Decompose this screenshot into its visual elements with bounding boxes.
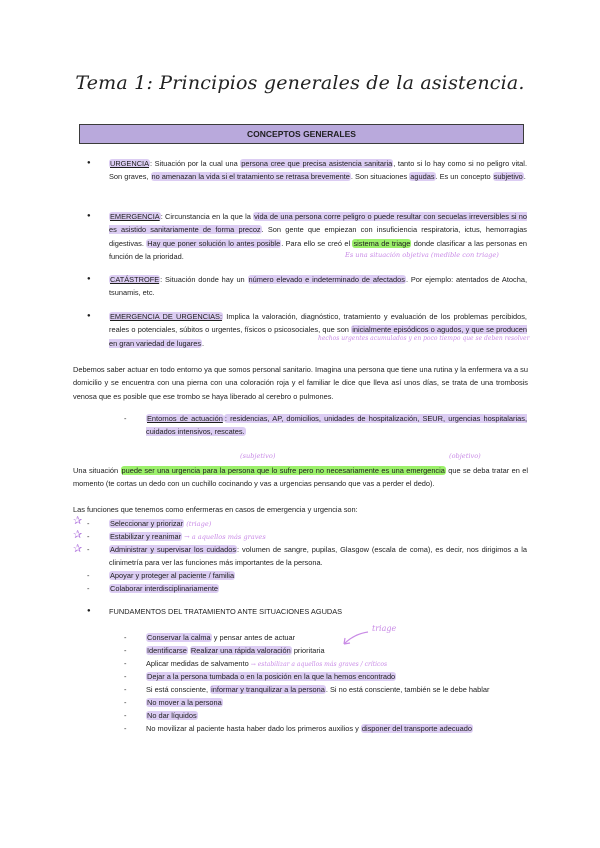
text: Una situación <box>73 466 121 475</box>
highlight: Dejar a la persona tumbada o en la posición en la que la hemos encontrado <box>147 672 396 681</box>
highlight: Identificarse <box>147 646 187 655</box>
highlight: Apoyar y proteger al paciente / familia <box>110 571 235 580</box>
text: : Situación por la cual una <box>150 159 241 168</box>
handwritten-note-objetivo: (objetivo) <box>449 452 481 460</box>
highlight: Seleccionar y priorizar <box>110 519 184 528</box>
highlight: Estabilizar y reanimar <box>110 532 182 541</box>
highlight: Conservar la calma <box>147 633 211 642</box>
highlight: No mover a la persona <box>147 698 222 707</box>
handwritten-note: (triage) <box>186 520 212 528</box>
text: . Son gente que empiezan con insuficiencia respiratoria, ictus, hemorragias digestivas. <box>109 225 527 248</box>
fundamento-item <box>146 670 527 683</box>
highlight: persona cree que precisa asistencia sanitaria <box>241 159 393 168</box>
highlight: disponer del transporte adecuado <box>361 724 472 733</box>
star-icon: ✰ <box>73 515 83 527</box>
fundamento-item <box>146 644 527 657</box>
highlight: vida de una persona corre peligro o puede resultar con secuelas irreversibles si no es asistido sanitariamente de forma precoz <box>109 212 528 235</box>
fundamento-item <box>146 709 527 722</box>
definition-urgencia <box>109 157 527 184</box>
text: . Son situaciones <box>350 172 410 182</box>
term-emergencia: EMERGENCIA <box>110 212 160 221</box>
highlight: Entornos de actuación <box>147 414 223 423</box>
highlight: subjetivo <box>493 172 523 182</box>
text: Aplicar medidas de salvamento <box>146 659 249 668</box>
text: Implica la valoración, diagnóstico, tratamiento y evaluación de los problemas percibidos, reales o potenciales, súbitos o urgentes, físicos o psicosociales, que son <box>109 312 527 335</box>
text: : Situación donde hay un <box>160 275 248 284</box>
highlight: Colaborar interdisciplinariamente <box>110 584 219 593</box>
term-emergencia-urgencias: EMERGENCIA DE URGENCIAS: <box>110 312 223 321</box>
term-catastrofe: CATÁSTROFE <box>110 275 160 284</box>
text: : volumen de sangre, pupilas, Glasgow (escala de coma), es decir, nos dirigimos a la clinimetría para ver las funciones más importantes de la persona. <box>109 545 527 568</box>
text: , tanto si lo hay como si no peligro vital. Son graves, <box>109 159 527 182</box>
fundamento-item <box>146 683 527 696</box>
text: prioritaria <box>291 646 325 655</box>
fundamento-item <box>146 722 527 735</box>
handwritten-note-objetiva: Es una situación objetiva (medible con triage) <box>345 251 499 259</box>
fundamento-item <box>146 696 527 709</box>
highlight-green: puede ser una urgencia para la persona que lo sufre pero no necesariamente es una emergencia <box>121 466 445 475</box>
text: . Por ejemplo: atentados de Atocha, tsunamis, etc. <box>109 275 527 298</box>
highlight: No dar líquidos <box>147 711 197 720</box>
highlight: número elevado e indeterminado de afectados <box>248 275 405 284</box>
highlight: Realizar una rápida valoración <box>190 646 291 655</box>
highlight: : residencias, AP, domicilios, unidades de hospitalización, SEUR, urgencias hospitalarias, cuidados intensivos, rescates. <box>146 414 528 437</box>
text: . <box>523 172 526 182</box>
text: . Es un concepto <box>435 172 493 182</box>
fundamentos-title: ● FUNDAMENTOS DEL TRATAMIENTO ANTE SITUACIONES AGUDAS <box>109 605 527 618</box>
definition-catastrofe <box>109 273 527 300</box>
definition-emergencia-urgencias <box>109 310 530 350</box>
handwritten-note: → a aquellos más graves <box>184 533 266 541</box>
highlight: Administrar y supervisar los cuidados <box>110 545 237 554</box>
text: : Circunstancia en la que la <box>160 212 254 221</box>
handwritten-note-subjetivo: (subjetivo) <box>240 452 276 460</box>
function-item <box>109 569 527 582</box>
entornos-item <box>146 412 527 439</box>
term-urgencia: URGENCIA <box>110 159 150 168</box>
paragraph-funciones-intro: Las funciones que tenemos como enfermeras en casos de emergencia y urgencia son: <box>73 505 358 514</box>
highlight: informar y tranquilizar a la persona <box>211 685 325 694</box>
paragraph-entornos-intro: Debemos saber actuar en todo entorno ya que somos personal sanitario. Imagina una persona que tiene una rutina y la enfermera va a su domicilio y se encuentra con una pierna con una coloración roja y el familiar le dice que lleva así unos días, se trata de una trombosis venosa que es posible que ese trombo se haya liberado al cerebro o pulmones. <box>73 365 528 401</box>
function-item <box>109 543 527 570</box>
text: donde clasificar a las personas en función de la prioridad. <box>109 238 527 262</box>
text: que se deba tratar en el momento (te cortas un dedo con un cuchillo cocinando y vas a urgencias pensando que vas a perder el dedo). <box>73 466 528 489</box>
text: . <box>202 338 205 348</box>
function-item <box>109 582 527 595</box>
page-title: Tema 1: Principios generales de la asistencia. <box>75 72 525 94</box>
handwritten-note-hechos: hechos urgentes acumulados y en poco tiempo que se deben resolver <box>318 335 530 342</box>
section-banner: CONCEPTOS GENERALES <box>79 124 524 144</box>
handwritten-note: → estabilizar a aquellos más graves / críticos <box>250 661 388 668</box>
text: y pensar antes de actuar <box>211 633 296 642</box>
fundamento-item <box>146 631 527 644</box>
handwritten-note-triage: triage <box>372 624 397 633</box>
text: . Para ello se creó el <box>281 238 353 248</box>
highlight-green: sistema de triage <box>353 238 411 248</box>
star-icon: ✰ <box>73 543 83 555</box>
highlight: inicialmente episódicos o agudos, y que se producen en gran variedad de lugares <box>109 325 528 348</box>
highlight: Hay que poner solución lo antes posible <box>147 238 281 248</box>
star-icon: ✰ <box>73 529 83 541</box>
text: . Si no está consciente, también se le debe hablar <box>325 685 490 694</box>
paragraph-urgencia-vs-emergencia <box>73 464 528 491</box>
highlight: agudas <box>410 172 435 182</box>
text: Si está consciente, <box>146 685 211 694</box>
highlight: no amenazan la vida si el tratamiento se retrasa brevemente <box>151 172 350 182</box>
text: No movilizar al paciente hasta haber dado los primeros auxilios y <box>146 724 361 733</box>
